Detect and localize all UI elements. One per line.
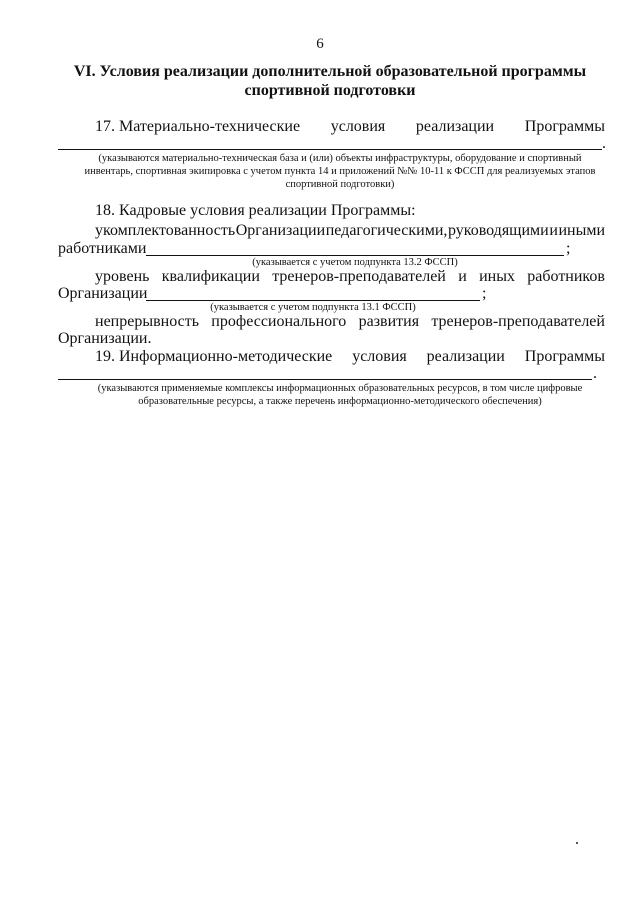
staffing-word: руководящими — [447, 222, 549, 239]
item17-fill-line — [58, 149, 602, 150]
item18-staffing-line — [95, 221, 605, 241]
item17-note-line3: спортивной подготовки) — [285, 179, 395, 190]
item18-qualification-line — [95, 267, 605, 287]
page-number: 6 — [316, 36, 324, 52]
scan-speck — [576, 842, 578, 844]
item19-end-mark: . — [593, 365, 597, 382]
section-title-line1: VI. Условия реализации дополнительной образовательной программы — [73, 63, 587, 80]
item17-note-line2: инвентарь, спортивная экипировка с учетом пункта 14 и приложений №№ 10-11 к ФССП для реализуемых этапов — [84, 166, 596, 177]
section-title-line2: спортивной подготовки — [244, 82, 416, 99]
item19-word: Программы — [524, 348, 605, 365]
staffing-word: иными — [558, 222, 605, 239]
qualification-word: работников — [527, 268, 605, 285]
staffing-word: педагогическими, — [325, 222, 448, 239]
qualification-cont: Организации — [58, 285, 148, 302]
item19-fill-line — [58, 379, 592, 380]
item18-heading: 18. Кадровые условия реализации Программы: — [95, 202, 416, 219]
qualification-word: квалификации — [161, 268, 260, 285]
item17-word: 17. Материально-технические — [95, 118, 301, 135]
item17-word: Программы — [524, 118, 605, 135]
item19-word: 19. Информационно-методические — [95, 348, 333, 365]
item18-continuity-line — [95, 312, 605, 332]
item19-word: условия — [352, 348, 407, 365]
qualification-word: уровень — [95, 268, 150, 285]
item19-note-line1: (указываются применяемые комплексы информационных образовательных ресурсов, в том числе цифровые — [97, 383, 583, 394]
item17-note-line1: (указываются материально-техническая база и (или) объекты инфраструктуры, оборудование и спортивный — [98, 153, 582, 164]
continuity-word: профессионального — [211, 313, 347, 330]
qualification-word: иных — [479, 268, 515, 285]
staffing-word: и — [549, 222, 558, 239]
item19-word: реализации — [426, 348, 505, 365]
qualification-word: тренеров-преподавателей — [272, 268, 446, 285]
staffing-cont: работниками — [58, 240, 147, 257]
staffing-end-mark: ; — [566, 240, 571, 257]
item19-heading — [95, 347, 605, 367]
continuity-cont: Организации. — [58, 330, 152, 347]
continuity-word: развития — [358, 313, 420, 330]
continuity-word: тренеров-преподавателей — [431, 313, 605, 330]
staffing-word: Организации — [235, 222, 326, 239]
staffing-note: (указывается с учетом подпункта 13.2 ФССП) — [252, 257, 458, 268]
continuity-word: непрерывность — [95, 313, 199, 330]
qualification-word: и — [458, 268, 467, 285]
item17-word: реализации — [415, 118, 495, 135]
item17-heading — [95, 117, 605, 137]
item19-note-line2: образовательные ресурсы, а также перечень информационно-методического обеспечения) — [138, 396, 542, 407]
qualification-note: (указывается с учетом подпункта 13.1 ФССП) — [210, 302, 416, 313]
qualification-end-mark: ; — [482, 285, 487, 302]
staffing-word: укомплектованность — [95, 222, 236, 239]
item17-word: условия — [330, 118, 386, 135]
item17-end-mark: . — [602, 135, 606, 152]
